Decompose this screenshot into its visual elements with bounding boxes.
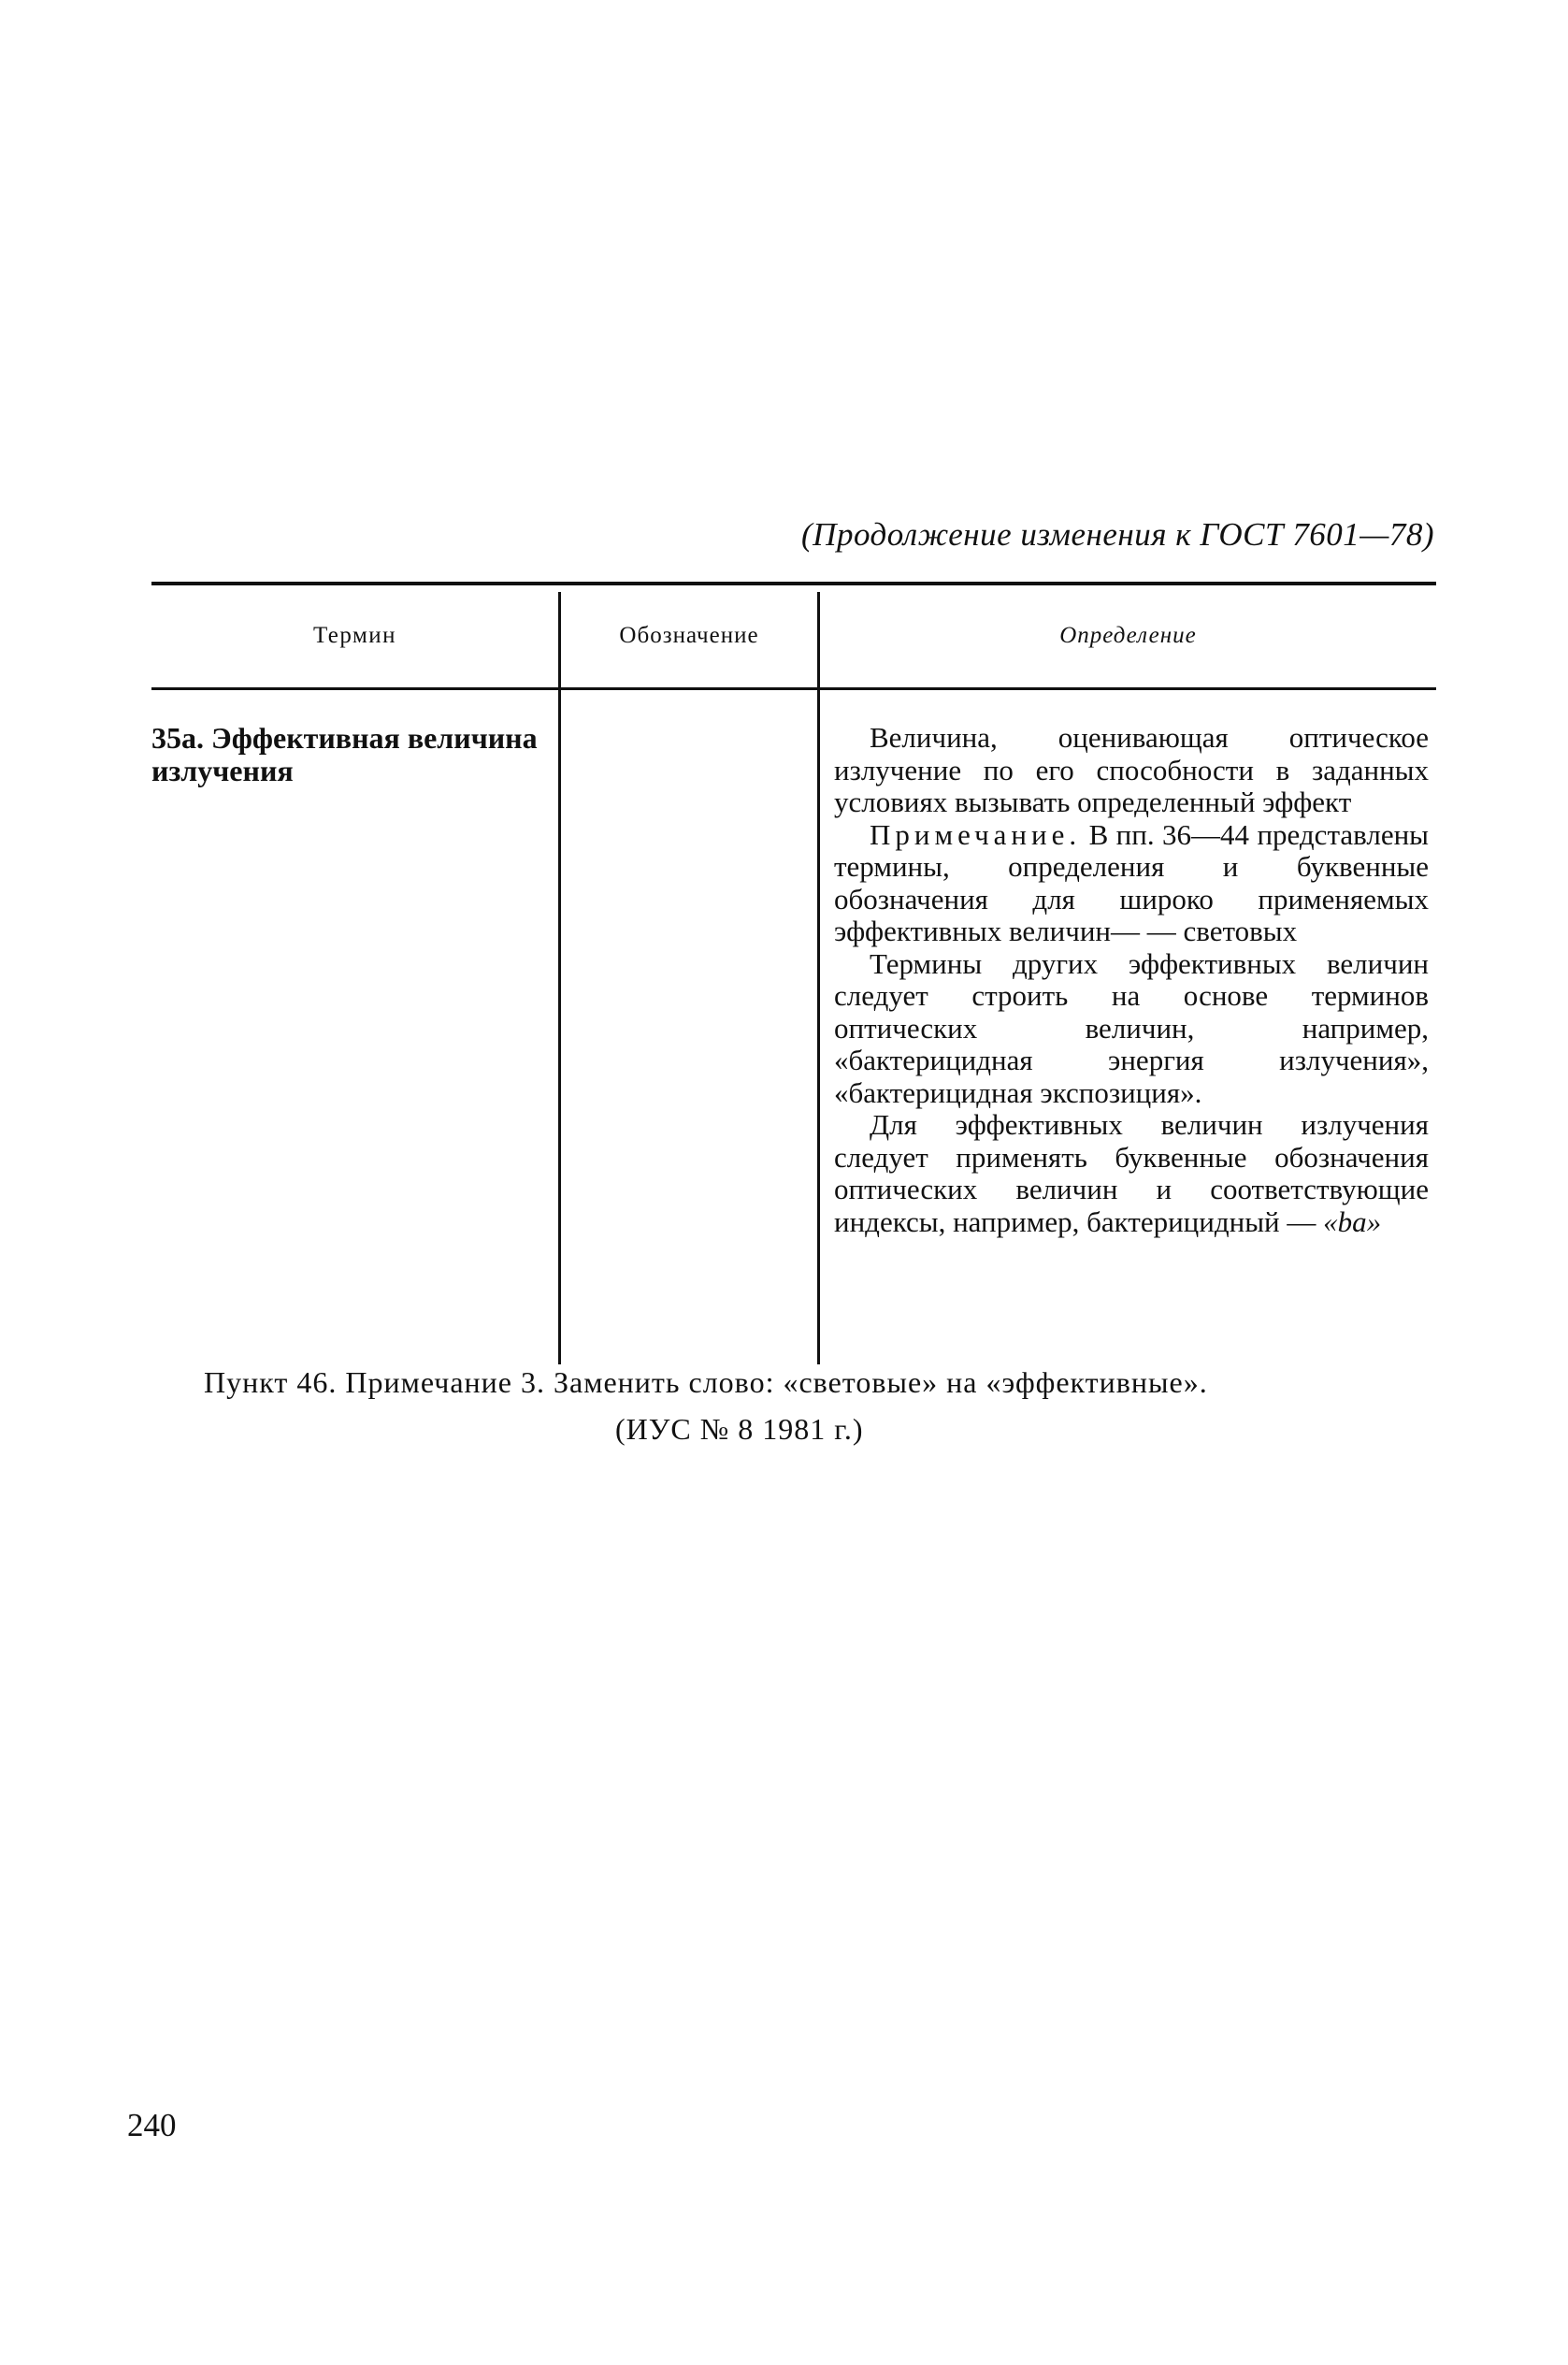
bactericidal-index: «bа» [1323,1204,1382,1238]
page-number: 240 [127,2107,177,2143]
definition-note [834,819,1429,948]
continuation-header: (Продолжение изменения к ГОСТ 7601—78) [801,516,1434,553]
table-header-rule [151,687,1436,690]
column-header-designation: Обозначение [619,623,759,648]
note-text: В пп. 36—44 представлены термины, определения и буквенные обозначения для широко применяемых эффективных величин— — световых [834,817,1430,947]
term-name: Эффективная величина излучения [151,721,538,787]
definition-cell [834,722,1429,1238]
ius-reference: (ИУС № 8 1981 г.) [615,1412,864,1446]
column-header-definition: Определение [1059,623,1197,648]
definition-paragraph-2: Термины других эффективных величин следует строить на основе терминов оптических величин, например, «бактерицидная энергия излучения», «бактерицидная экспозиция». [834,946,1429,1109]
paragraph-3-text: Для эффективных величин излучения следует применять буквенные обозначения оптических величин и соответствующие индексы, например, бактерицидный — [834,1108,1429,1238]
definition-text: Величина, оценивающая оптическое излучение по его способности в заданных условиях вызывать определенный эффект [834,721,1429,818]
note-label: Примечание. [870,817,1082,851]
column-divider-right [817,592,820,1364]
term-cell [151,722,544,787]
table-top-rule [151,582,1436,585]
definition-paragraph-3 [834,1109,1429,1238]
column-divider-left [558,592,561,1364]
amendment-note: Пункт 46. Примечание 3. Заменить слово: «световые» на «эффективные». [204,1365,1208,1399]
column-header-term: Термин [312,623,397,648]
term-number: 35а. [151,721,204,755]
